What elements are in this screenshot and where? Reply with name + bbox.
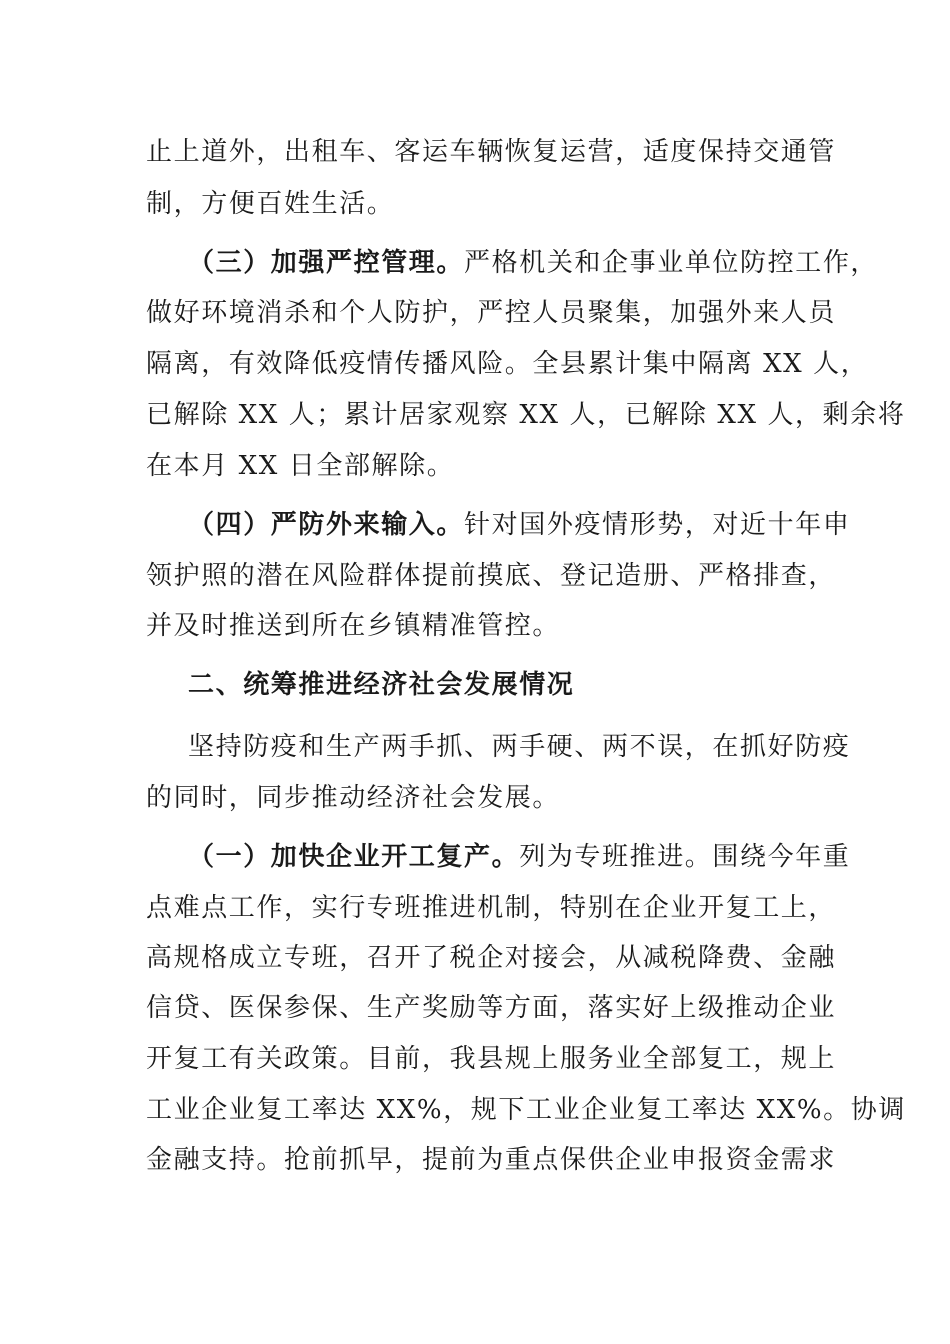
line-text: 止上道外，出租车、客运车辆恢复运营，适度保持交通管 [146, 137, 837, 167]
paragraph-line [188, 730, 851, 764]
line-text: 并及时推送到所在乡镇精准管控。 [146, 611, 561, 641]
line-text: 坚持防疫和生产两手抓、两手硬、两不误，在抓好防疫 [188, 732, 851, 762]
line-text: 制，方便百姓生活。 [146, 189, 395, 219]
paragraph-line [146, 296, 837, 330]
line-text: 已解除 XX 人；累计居家观察 XX 人，已解除 XX 人，剩余将 [146, 400, 906, 430]
line-text: 高规格成立专班，召开了税企对接会，从减税降费、金融 [146, 943, 837, 973]
paragraph-line [146, 187, 816, 221]
line-text: 的同时，同步推动经济社会发展。 [146, 783, 561, 813]
line-text: 信贷、医保参保、生产奖励等方面，落实好上级推动企业 [146, 993, 837, 1023]
line-text: 开复工有关政策。目前，我县规上服务业全部复工，规上 [146, 1044, 837, 1074]
paragraph-line [146, 781, 816, 815]
section-heading [188, 668, 816, 702]
paragraph-line [146, 1093, 906, 1127]
paragraph-line [146, 135, 837, 169]
paragraph-line [146, 609, 816, 643]
subsection-heading: （一）加快企业开工复产。 [188, 842, 520, 872]
paragraph-line [188, 840, 851, 874]
paragraph-line [146, 991, 837, 1025]
section-heading-text: 二、统筹推进经济社会发展情况 [188, 670, 575, 700]
line-text: 工业企业复工率达 XX%，规下工业企业复工率达 XX%。协调 [146, 1095, 906, 1125]
subsection-heading: （四）严防外来输入。 [188, 510, 465, 540]
paragraph-line [146, 347, 869, 381]
paragraph-line [146, 891, 837, 925]
paragraph-line [146, 1143, 837, 1177]
paragraph-line [146, 941, 837, 975]
paragraph-line [146, 559, 837, 593]
subsection-heading: （三）加强严控管理。 [188, 248, 465, 278]
line-text: 列为专班推进。围绕今年重 [519, 842, 851, 872]
paragraph-line [146, 1042, 837, 1076]
paragraph-line [188, 246, 879, 280]
line-text: 针对国外疫情形势，对近十年申 [464, 510, 851, 540]
line-text: 隔离，有效降低疫情传播风险。全县累计集中隔离 XX 人， [146, 349, 869, 379]
line-text: 金融支持。抢前抓早，提前为重点保供企业申报资金需求 [146, 1145, 837, 1175]
line-text: 领护照的潜在风险群体提前摸底、登记造册、严格排查， [146, 561, 837, 591]
line-text: 做好环境消杀和个人防护，严控人员聚集，加强外来人员 [146, 298, 837, 328]
line-text: 在本月 XX 日全部解除。 [146, 451, 455, 481]
paragraph-line [146, 398, 906, 432]
line-text: 严格机关和企事业单位防控工作， [464, 248, 879, 278]
line-text: 点难点工作，实行专班推进机制，特别在企业开复工上， [146, 893, 837, 923]
paragraph-line [146, 449, 816, 483]
paragraph-line [188, 508, 851, 542]
